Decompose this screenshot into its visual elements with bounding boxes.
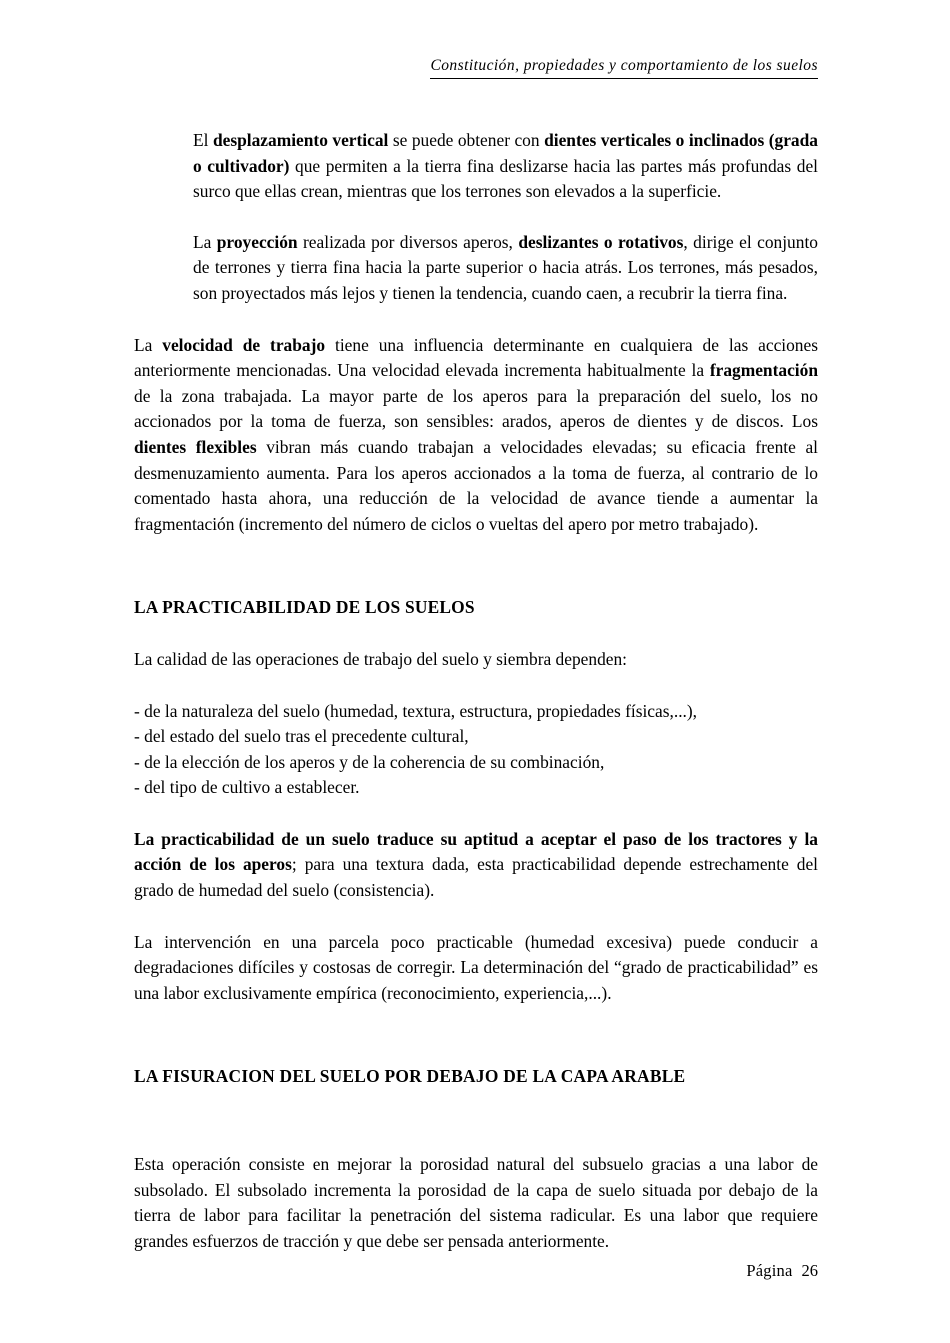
paragraph-proyeccion [193,230,818,307]
paragraph-desplazamiento-vertical [193,128,818,205]
spacer [134,307,818,333]
p5-tail: ; para una textura dada, esta practicabilidad depende estrechamente del grado de humedad del suelo (consistencia). [134,854,819,901]
page-footer [134,1261,818,1281]
p1-tail: que permiten a la tierra fina deslizarse hacia las partes más profundas del surco que ellas crean, mientras que los terrones son elevados a la superficie. [193,155,819,202]
running-head-text: Constitución, propiedades y comportamiento de los suelos [430,56,818,79]
spacer [134,1006,818,1064]
spacer [134,621,818,647]
spacer [134,537,818,595]
p3-bold-1: velocidad de trabajo [162,334,326,355]
paragraph-practicabilidad-definicion [134,827,818,904]
list-item: - del estado del suelo tras el precedente cultural, [134,726,469,747]
footer-page-label: Página [746,1261,793,1280]
spacer [134,673,818,699]
p3-mid-1: tiene una influencia determinante en cualquiera de las acciones anteriormente mencionadas. Una velocidad elevada incrementa habitualmente la [134,334,818,381]
p3-tail: vibran más cuando trabajan a velocidades elevadas; su eficacia frente al desmenuzamiento aumenta. Para los aperos accionados a la toma de fuerza, al contrario de lo comentado hasta ahora, una reducción de la velocidad de avance tiende a aumentar la fragmentación (incremento del número de ciclos o vueltas del apero por metro trabajado). [134,436,818,534]
spacer [134,1090,818,1152]
p3-lead: La [134,334,163,355]
p3-mid-2: de la zona trabajada. La mayor parte de los aperos para la preparación del suelo, los no accionados por la toma de fuerza, son sensibles: arados, aperos de dientes y de discos. Los [134,385,818,432]
spacer [134,205,818,230]
paragraph-subsolado: Esta operación consiste en mejorar la porosidad natural del subsuelo gracias a una labor de subsolado. El subsolado incrementa la porosidad de la capa de suelo situada por debajo de la tierra de labor para facilitar la penetración del sistema radicular. Es una labor que requiere grandes esfuerzos de tracción y que debe ser pensada anteriormente. [134,1154,818,1251]
p1-lead: El [193,130,213,150]
p2-bold-2: deslizantes o rotativos [518,231,684,252]
p1-bold-1: desplazamiento vertical [212,130,389,150]
p2-mid-1: realizada por diversos aperos, [297,231,519,252]
heading-fisuracion-del-suelo: LA FISURACION DEL SUELO POR DEBAJO DE LA CAPA ARABLE [134,1066,686,1087]
list-item: - del tipo de cultivo a establecer. [134,777,360,798]
p5-bold-1: La practicabilidad de un suelo traduce su aptitud a aceptar el paso de los tractores y la acción de los aperos [134,828,818,875]
paragraph-intervencion-parcela: La intervención en una parcela poco practicable (humedad excesiva) puede conducir a degradaciones difíciles y costosas de corregir. La determinación del “grado de practicabilidad” es una labor exclusivamente empírica (reconocimiento, experiencia,...). [134,931,818,1003]
footer-page-number: 26 [801,1261,818,1280]
heading-practicabilidad-de-los-suelos: LA PRACTICABILIDAD DE LOS SUELOS [134,597,475,618]
list-dependencias [134,699,818,801]
paragraph-calidad-operaciones: La calidad de las operaciones de trabajo del suelo y siembra dependen: [134,648,628,669]
p3-bold-2: fragmentación [709,360,818,381]
p1-mid-1: se puede obtener con [388,130,545,150]
p2-bold-1: proyección [216,231,298,252]
spacer [134,801,818,827]
p3-bold-3: dientes flexibles [134,436,257,457]
list-item: - de la elección de los aperos y de la coherencia de su combinación, [134,751,605,772]
p2-tail: , dirige el conjunto de terrones y tierra fina hacia la parte superior o hacia atrás. Los terrones, más pesados, son proyectados más lejos y tienen la tendencia, cuando caen, a recubrir la tierra fina. [193,231,818,303]
running-head [134,56,818,79]
paragraph-velocidad-de-trabajo [134,333,818,538]
page-body [134,128,818,1254]
p2-lead: La [193,231,217,252]
p1-bold-2: dientes verticales o inclinados (grada o cultivador) [193,130,818,176]
spacer [134,904,818,930]
list-item: - de la naturaleza del suelo (humedad, textura, estructura, propiedades físicas,...), [134,700,698,721]
